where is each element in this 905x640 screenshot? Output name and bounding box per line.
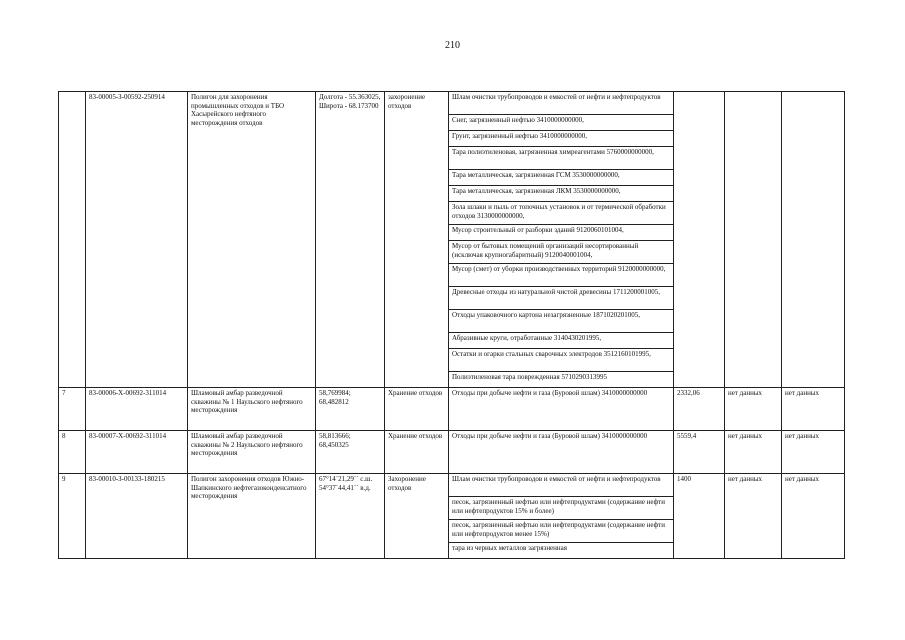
facility-id-cell: 83-00007-Х-00692-311014 <box>86 431 188 474</box>
facility-id-cell: 83-00006-Х-00692-311014 <box>86 388 188 431</box>
facility-id-cell: 83-00005-З-00592-250914 <box>86 92 188 388</box>
waste-item: Отходы при добыче нефти и газа (Буровой шлам) 3410000000000 <box>449 388 674 431</box>
waste-item: Тара металлическая, загрязненная ЛКМ 3530000000000, <box>449 186 674 202</box>
waste-item: Мусор от бытовых помещений организаций несортированный (исключая крупногабаритный) 9120040001004, <box>449 241 674 264</box>
volume-cell <box>674 92 725 388</box>
coordinates-cell: 58,813666; 68,450325 <box>316 431 385 474</box>
purpose-cell: Хранение отходов <box>385 431 449 474</box>
row-number-cell <box>59 92 86 388</box>
volume-cell: 5559,4 <box>674 431 725 474</box>
waste-facilities-table <box>58 91 845 559</box>
waste-item: Отходы упаковочного картона незагрязненные 1871020201005, <box>449 310 674 333</box>
data-cell-2: нет данных <box>782 431 845 474</box>
waste-item: Мусор строительный от разборки зданий 9120060101004, <box>449 225 674 241</box>
waste-item: Остатки и огарки стальных сварочных электродов 3512160101995, <box>449 349 674 372</box>
waste-item: Шлам очистки трубопроводов и емкостей от нефти и нефтепродуктов <box>449 474 674 497</box>
waste-item: Мусор (смет) от уборки производственных территорий 9120000000000, <box>449 264 674 287</box>
facility-name-cell: Шламовый амбар разведочной скважины № 2 Наульского нефтяного месторождения <box>188 431 316 474</box>
facility-id-cell: 83-00010-З-00133-180215 <box>86 474 188 559</box>
waste-item: Шлам очистки трубопроводов и емкостей от нефти и нефтепродуктов <box>449 92 674 115</box>
waste-item: Снег, загрязненный нефтью 3410000000000, <box>449 115 674 131</box>
purpose-cell: Хранение отходов <box>385 388 449 431</box>
table-row <box>59 388 845 431</box>
waste-item: Тара металлическая, загрязненная ГСМ 3530000000000, <box>449 170 674 186</box>
waste-item: Отходы при добыче нефти и газа (Буровой шлам) 3410000000000 <box>449 431 674 474</box>
facility-name-cell: Шламовый амбар разведочной скважины № 1 Наульского нефтяного месторождения <box>188 388 316 431</box>
data-cell-1: нет данных <box>725 474 782 559</box>
facility-name-cell: Полигон для захоронения промышленных отходов и ТБО Хасырейского нефтяного месторождения отходов <box>188 92 316 388</box>
row-number-cell: 8 <box>59 431 86 474</box>
coordinates-cell: 58,769984; 68,482812 <box>316 388 385 431</box>
table-row <box>59 92 845 115</box>
data-cell-1: нет данных <box>725 388 782 431</box>
coordinates-cell: Долгота - 55.363025, Широта - 68.173700 <box>316 92 385 388</box>
table-row <box>59 474 845 497</box>
waste-item: Абразивные круги, отработанные 3140430201995, <box>449 333 674 349</box>
row-number-cell: 7 <box>59 388 86 431</box>
data-cell-1: нет данных <box>725 431 782 474</box>
page-number: 210 <box>445 40 460 51</box>
facility-name-cell: Полигон захоронения отходов Южно-Шапкинского нефтегазоконденсатного месторождения <box>188 474 316 559</box>
waste-item: Зола шлаки и пыль от топочных установок и от термической обработки отходов 3130000000000, <box>449 202 674 225</box>
volume-cell: 1400 <box>674 474 725 559</box>
volume-cell: 2332,06 <box>674 388 725 431</box>
coordinates-cell: 67°14´21,29´´ с.ш. 54°37´44,41´´ в.д. <box>316 474 385 559</box>
data-cell-2 <box>782 92 845 388</box>
table-row <box>59 431 845 474</box>
waste-item: Полиэтиленовая тара поврежденная 5710290313995 <box>449 372 674 388</box>
waste-item: песок, загрязненный нефтью или нефтепродуктами (содержание нефти или нефтепродуктов 15% и более) <box>449 497 674 520</box>
waste-item: Тара полиэтиленовая, загрязненная химреагентами 5760000000000, <box>449 147 674 170</box>
data-cell-1 <box>725 92 782 388</box>
data-cell-2: нет данных <box>782 474 845 559</box>
purpose-cell: захоронение отходов <box>385 92 449 388</box>
row-number-cell: 9 <box>59 474 86 559</box>
waste-item: песок, загрязненный нефтью или нефтепродуктами (содержание нефти или нефтепродуктов менее 15%) <box>449 520 674 543</box>
data-cell-2: нет данных <box>782 388 845 431</box>
waste-item: тара из черных металлов загрязненная <box>449 543 674 559</box>
waste-item: Древесные отходы из натуральной чистой древесины 1711200001005, <box>449 287 674 310</box>
waste-item: Грунт, загрязненный нефтью 3410000000000, <box>449 131 674 147</box>
purpose-cell: Захоронение отходов <box>385 474 449 559</box>
